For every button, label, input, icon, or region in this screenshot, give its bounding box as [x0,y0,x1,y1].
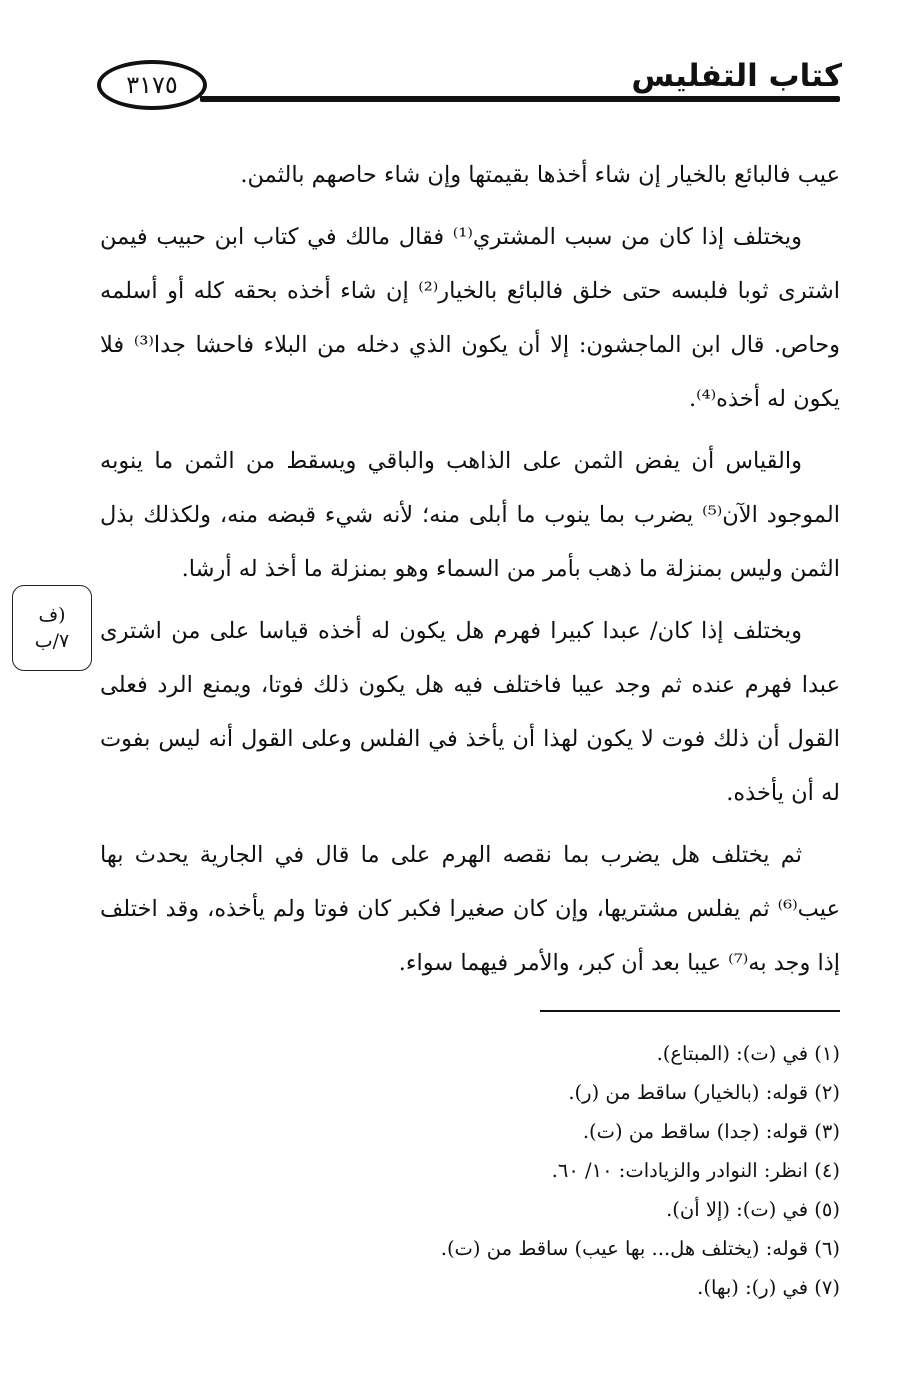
margin-note-line: (ف [38,604,66,626]
margin-note-line: ٧/ب [34,630,70,652]
footnote: (٢) قوله: (بالخيار) ساقط من (ر). [568,1081,840,1104]
manuscript-margin-note [12,585,92,671]
header-rule [200,96,840,102]
paragraph: عيب فالبائع بالخيار إن شاء أخذها بقيمتها وإن شاء حاصهم بالثمن. [240,162,840,188]
paragraph: ثم يختلف هل يضرب بما نقصه الهرم على ما قال في الجارية يحدث بها عيب⁽⁶⁾ ثم يفلس مشتريها، وإن كان صغيرا فكبر كان فوتا ولم يأخذه، وقد اختلف إذا وجد به⁽⁷⁾ عيبا بعد أن كبر، والأمر فيهما سواء. [100,842,840,976]
footnote-separator [540,1010,840,1012]
footnotes [100,1034,840,1307]
footnote: (٦) قوله: (يختلف هل... بها عيب) ساقط من (ت). [440,1237,840,1260]
paragraph: ويختلف إذا كان من سبب المشتري⁽¹⁾ فقال مالك في كتاب ابن حبيب فيمن اشترى ثوبا فلبسه حتى خلق فالبائع بالخيار⁽²⁾ إن شاء أخذه بحقه كله أو أسلمه وحاص. قال ابن الماجشون: إلا أن يكون الذي دخله من البلاء فاحشا جدا⁽³⁾ فلا يكون له أخذه⁽⁴⁾. [100,224,841,412]
paragraph: ويختلف إذا كان/ عبدا كبيرا فهرم هل يكون له أخذه قياسا على من اشترى عبدا فهرم عنده ثم وجد عيبا فاختلف فيه هل يكون ذلك فوتا، ويمنع الرد فعلى القول أن ذلك فوت لا يكون لهذا أن يأخذ في الفلس وعلى القول أنه ليس بفوت له أن يأخذه. [100,618,840,806]
footnote: (٥) في (ت): (إلا أن). [666,1198,840,1221]
footnote: (٣) قوله: (جدا) ساقط من (ت). [582,1120,840,1143]
footnote: (١) في (ت): (المبتاع). [656,1042,840,1065]
running-title: كتاب التفليس [631,58,842,94]
footnote: (٤) انظر: النوادر والزيادات: ١٠/ ٦٠. [551,1159,840,1182]
page-number: ٣١٧٥ [97,60,207,110]
footnote: (٧) في (ر): (بها). [697,1276,840,1299]
body-text [100,148,840,998]
paragraph: والقياس أن يفض الثمن على الذاهب والباقي ويسقط من الثمن ما ينوبه الموجود الآن⁽⁵⁾ يضرب بما ينوب ما أبلى منه؛ لأنه شيء قبضه منه، ولكذلك بذل الثمن وليس بمنزلة ما ذهب بأمر من السماء وهو بمنزلة ما أخذ له أرشا. [100,448,840,582]
